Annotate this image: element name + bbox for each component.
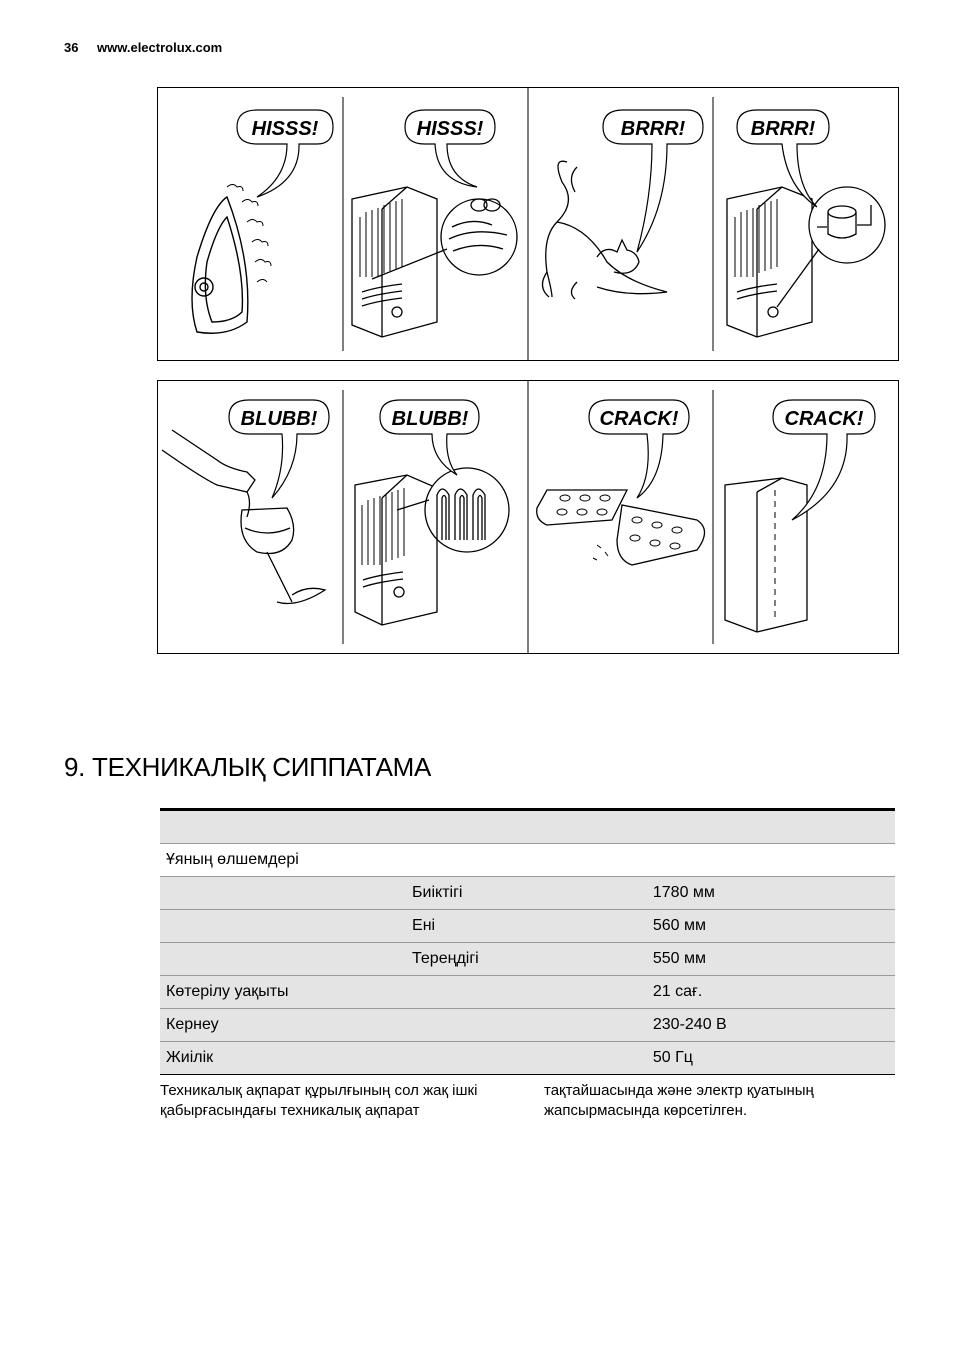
table-cell bbox=[647, 844, 895, 877]
spec-table bbox=[160, 808, 895, 1075]
table-cell bbox=[406, 844, 647, 877]
table-row bbox=[160, 976, 895, 1009]
table-cell bbox=[406, 1009, 647, 1042]
bubble-text: HISSS! bbox=[251, 118, 319, 140]
bubble-text: HISSS! bbox=[416, 118, 484, 140]
table-cell: 1780 мм bbox=[647, 877, 895, 910]
table-cell bbox=[406, 976, 647, 1009]
illustration-strip-1 bbox=[157, 87, 899, 361]
table-row bbox=[160, 1042, 895, 1075]
page-number: 36 bbox=[64, 40, 79, 55]
table-row bbox=[160, 844, 895, 877]
bubble-text: BRRR! bbox=[620, 118, 686, 140]
table-cell: 230-240 В bbox=[647, 1009, 895, 1042]
table-cell bbox=[160, 877, 406, 910]
table-cell bbox=[160, 810, 406, 844]
footnote-right: тақтайшасында және электр қуатының жапсырмасында көрсетілген. bbox=[544, 1082, 814, 1119]
table-cell: Жиілік bbox=[160, 1042, 406, 1075]
table-cell: Кернеу bbox=[160, 1009, 406, 1042]
table-cell: 21 сағ. bbox=[647, 976, 895, 1009]
table-cell bbox=[160, 910, 406, 943]
bubble-text: BLUBB! bbox=[391, 408, 469, 430]
bubble-text: BLUBB! bbox=[240, 408, 318, 430]
table-cell: 550 мм bbox=[647, 943, 895, 976]
website-url: www.electrolux.com bbox=[97, 40, 223, 55]
table-cell bbox=[406, 810, 647, 844]
table-row bbox=[160, 877, 895, 910]
bubble-text: CRACK! bbox=[599, 408, 679, 430]
table-row bbox=[160, 910, 895, 943]
table-cell: Көтерілу уақыты bbox=[160, 976, 406, 1009]
table-row bbox=[160, 1009, 895, 1042]
table-cell bbox=[647, 810, 895, 844]
table-row bbox=[160, 810, 895, 844]
table-cell: Биіктігі bbox=[406, 877, 647, 910]
table-cell: 50 Гц bbox=[647, 1042, 895, 1075]
table-cell: Ені bbox=[406, 910, 647, 943]
section-title: 9. ТЕХНИКАЛЫҚ СИППАТАМА bbox=[64, 752, 432, 782]
table-cell bbox=[406, 1042, 647, 1075]
footnote-left: Техникалық ақпарат құрылғының сол жақ ішкі қабырғасындағы техникалық ақпарат bbox=[160, 1082, 478, 1119]
bubble-text: CRACK! bbox=[784, 408, 864, 430]
table-row bbox=[160, 943, 895, 976]
bubble-text: BRRR! bbox=[750, 118, 816, 140]
table-cell: 560 мм bbox=[647, 910, 895, 943]
table-cell: Тереңдігі bbox=[406, 943, 647, 976]
table-cell: Ұяның өлшемдері bbox=[160, 844, 406, 877]
table-cell bbox=[160, 943, 406, 976]
illustration-strip-2 bbox=[157, 380, 899, 654]
